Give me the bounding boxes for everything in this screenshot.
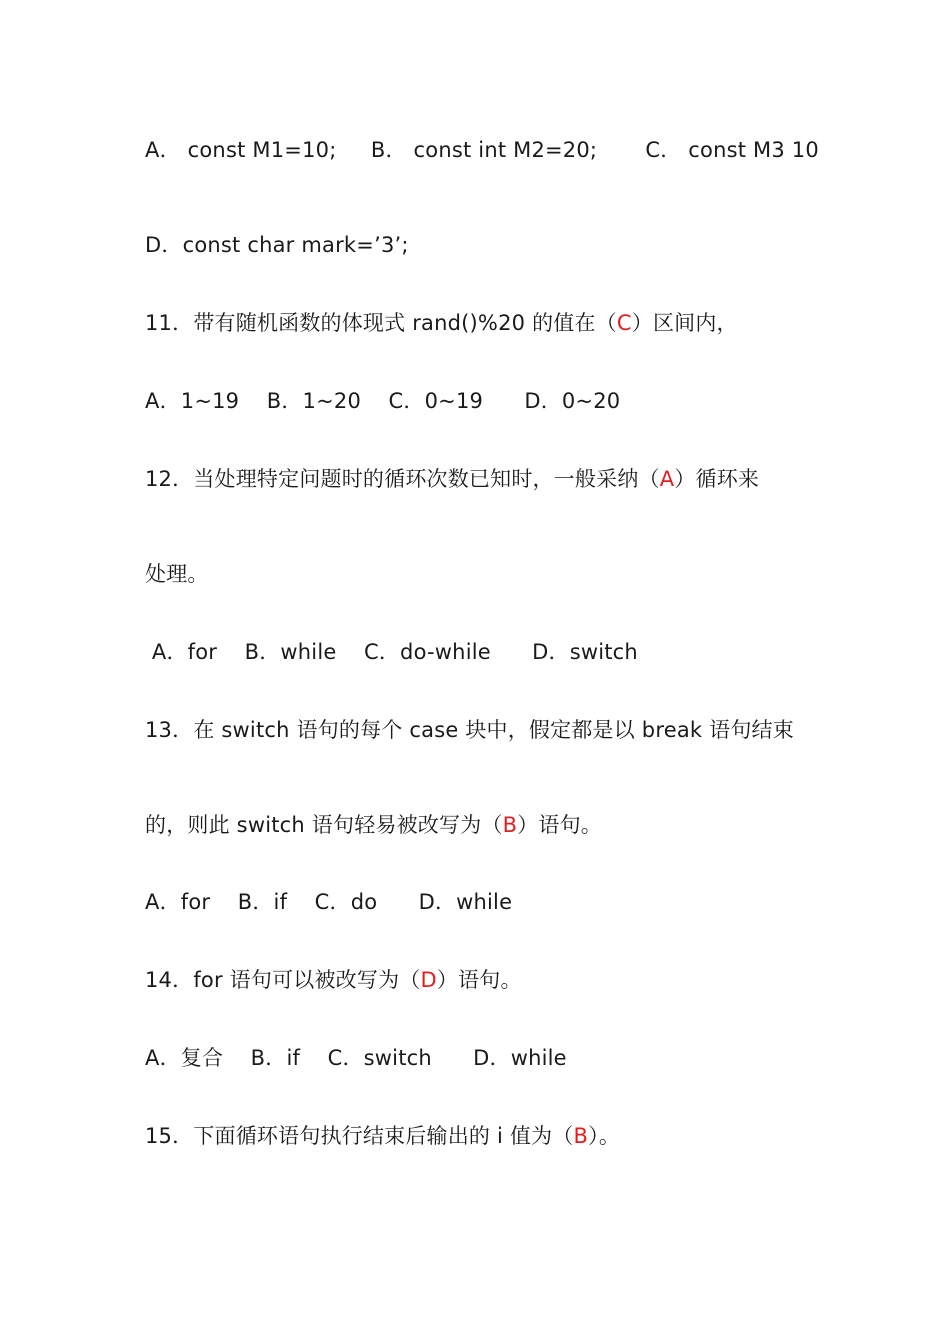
q11-prefix: 11．带有随机函数的体现式 rand()%20 的值在（ — [145, 311, 617, 335]
q13-options: A．for B．if C．do D．while — [145, 890, 513, 914]
q14-prefix: 14．for 语句可以被改写为（ — [145, 968, 421, 992]
q11-answer: C — [616, 311, 632, 335]
q13-question-line1: 13．在 switch 语句的每个 case 块中，假定都是以 break 语句结束 — [145, 718, 794, 742]
q13-suffix: ）语句。 — [517, 813, 603, 837]
q14-suffix: ）语句。 — [436, 968, 522, 992]
q15-prefix: 15．下面循环语句执行结束后输出的 i 值为（ — [145, 1124, 574, 1148]
q13-answer: B — [502, 813, 518, 837]
q13-question-line2 — [145, 811, 602, 839]
q12-prefix: 12．当处理特定问题时的循环次数已知时，一般采纳（ — [145, 467, 660, 491]
q10-options-line1: A． const M1=10; B． const int M2=20; C． const M3 10 — [145, 138, 819, 162]
q12-question — [145, 465, 759, 493]
q12-question-line2: 处理。 — [145, 562, 209, 586]
q11-options: A．1~19 B．1~20 C．0~19 D．0~20 — [145, 389, 621, 413]
q14-answer: D — [420, 968, 437, 992]
q12-options: A．for B．while C．do-while D．switch — [145, 640, 638, 664]
q14-options: A．复合 B．if C．switch D．while — [145, 1046, 567, 1070]
q15-question — [145, 1122, 620, 1150]
q11-suffix: ）区间内， — [631, 311, 738, 335]
q10-options-line2: D．const char mark=’3’; — [145, 233, 409, 257]
q15-answer: B — [573, 1124, 589, 1148]
q13-prefix: 的，则此 switch 语句轻易被改写为（ — [145, 813, 503, 837]
q12-answer: A — [659, 467, 675, 491]
q15-suffix: ）。 — [588, 1124, 621, 1148]
q12-suffix: ）循环来 — [674, 467, 760, 491]
q14-question — [145, 966, 522, 994]
q11-question — [145, 309, 738, 337]
